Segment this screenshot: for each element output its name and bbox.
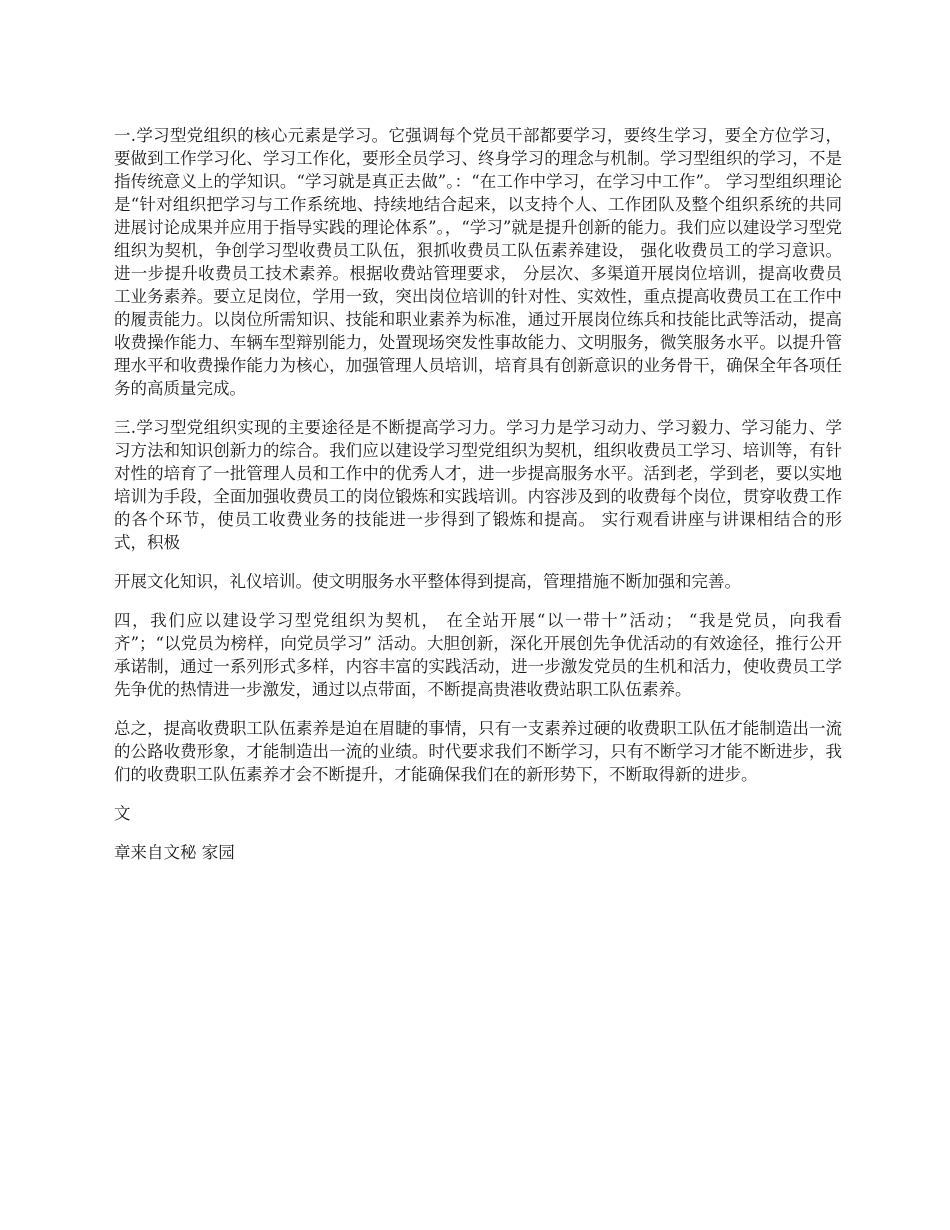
paragraph-learning-path: 三.学习型党组织实现的主要途径是不断提高学习力。学习力是学习动力、学习毅力、学习能力、学习方法和知识创新力的综合。我们应以建设学习型党组织为契机，组织收费员工学习、培训等，有针对性的培育了一批管理人员和工作中的优秀人才，进一步提高服务水平。活到老，学到老，要以实地培训为手段，全面加强收费员工的岗位锻炼和实践培训。内容涉及到的收费每个岗位，贯穿收费工作的各个环节，使员工收费业务的技能进一步得到了锻炼和提高。 实行观看讲座与讲课相结合的形式，积极 — [114, 418, 842, 552]
paragraph-activities: 四，我们应以建设学习型党组织为契机， 在全站开展“以一带十”活动； “我是党员，向我看齐”；“以党员为榜样，向党员学习” 活动。大胆创新，深化开展创先争优活动的有效途径，推行公开承诺制，通过一系列形式多样，内容丰富的实践活动，进一步激发党员的生机和活力，使收费员工学先争优的热情进一步激发，通过以点带面，不断提高贵港收费站职工队伍素养。 — [114, 611, 842, 699]
paragraph-conclusion: 总之，提高收费职工队伍素养是迫在眉睫的事情，只有一支素养过硬的收费职工队伍才能制造出一流的公路收费形象，才能制造出一流的业绩。时代要求我们不断学习，只有不断学习才能不断进步，我们的收费职工队伍素养才会不断提升，才能确保我们在的新形势下，不断取得新的进步。 — [114, 719, 842, 784]
paragraph-core-element: 一.学习型党组织的核心元素是学习。它强调每个党员干部都要学习，要终生学习，要全方位学习，要做到工作学习化、学习工作化，要形全员学习、终身学习的理念与机制。学习型组织的学习，不是指传统意义上的学知识。“学习就是真正去做”。：“在工作中学习，在学习中工作”。 学习型组织理论是“针对组织把学习与工作系统地、持续地结合起来，以支持个人、工作团队及整个组织系统的共同进展讨论成果并应用于指导实践的理论体系”。，“学习”就是提升创新的能力。我们应以建设学习型党组织为契机，争创学习型收费员工队伍，狠抓收费员工队伍素养建设， 强化收费员工的学习意识。进一步提升收费员工技术素养。根据收费站管理要求， 分层次、多渠道开展岗位培训，提高收费员工业务素养。要立足岗位，学用一致，突出岗位培训的针对性、实效性，重点提高收费员工在工作中的履责能力。以岗位所需知识、技能和职业素养为标准，通过开展岗位练兵和技能比武等活动，提高收费操作能力、车辆车型辩别能力，处置现场突发性事故能力、文明服务，微笑服务水平。以提升管理水平和收费操作能力为核心，加强管理人员培训，培育具有创新意识的业务骨干，确保全年各项任务的高质量完成。 — [114, 126, 842, 398]
footer-text-line-2: 章来自文秘 家园 — [114, 843, 235, 862]
document-page — [114, 124, 842, 880]
footer-text-line-1: 文 — [114, 804, 131, 823]
paragraph-culture-training: 开展文化知识，礼仪培训。使文明服务水平整体得到提高，管理措施不断加强和完善。 — [114, 572, 741, 591]
